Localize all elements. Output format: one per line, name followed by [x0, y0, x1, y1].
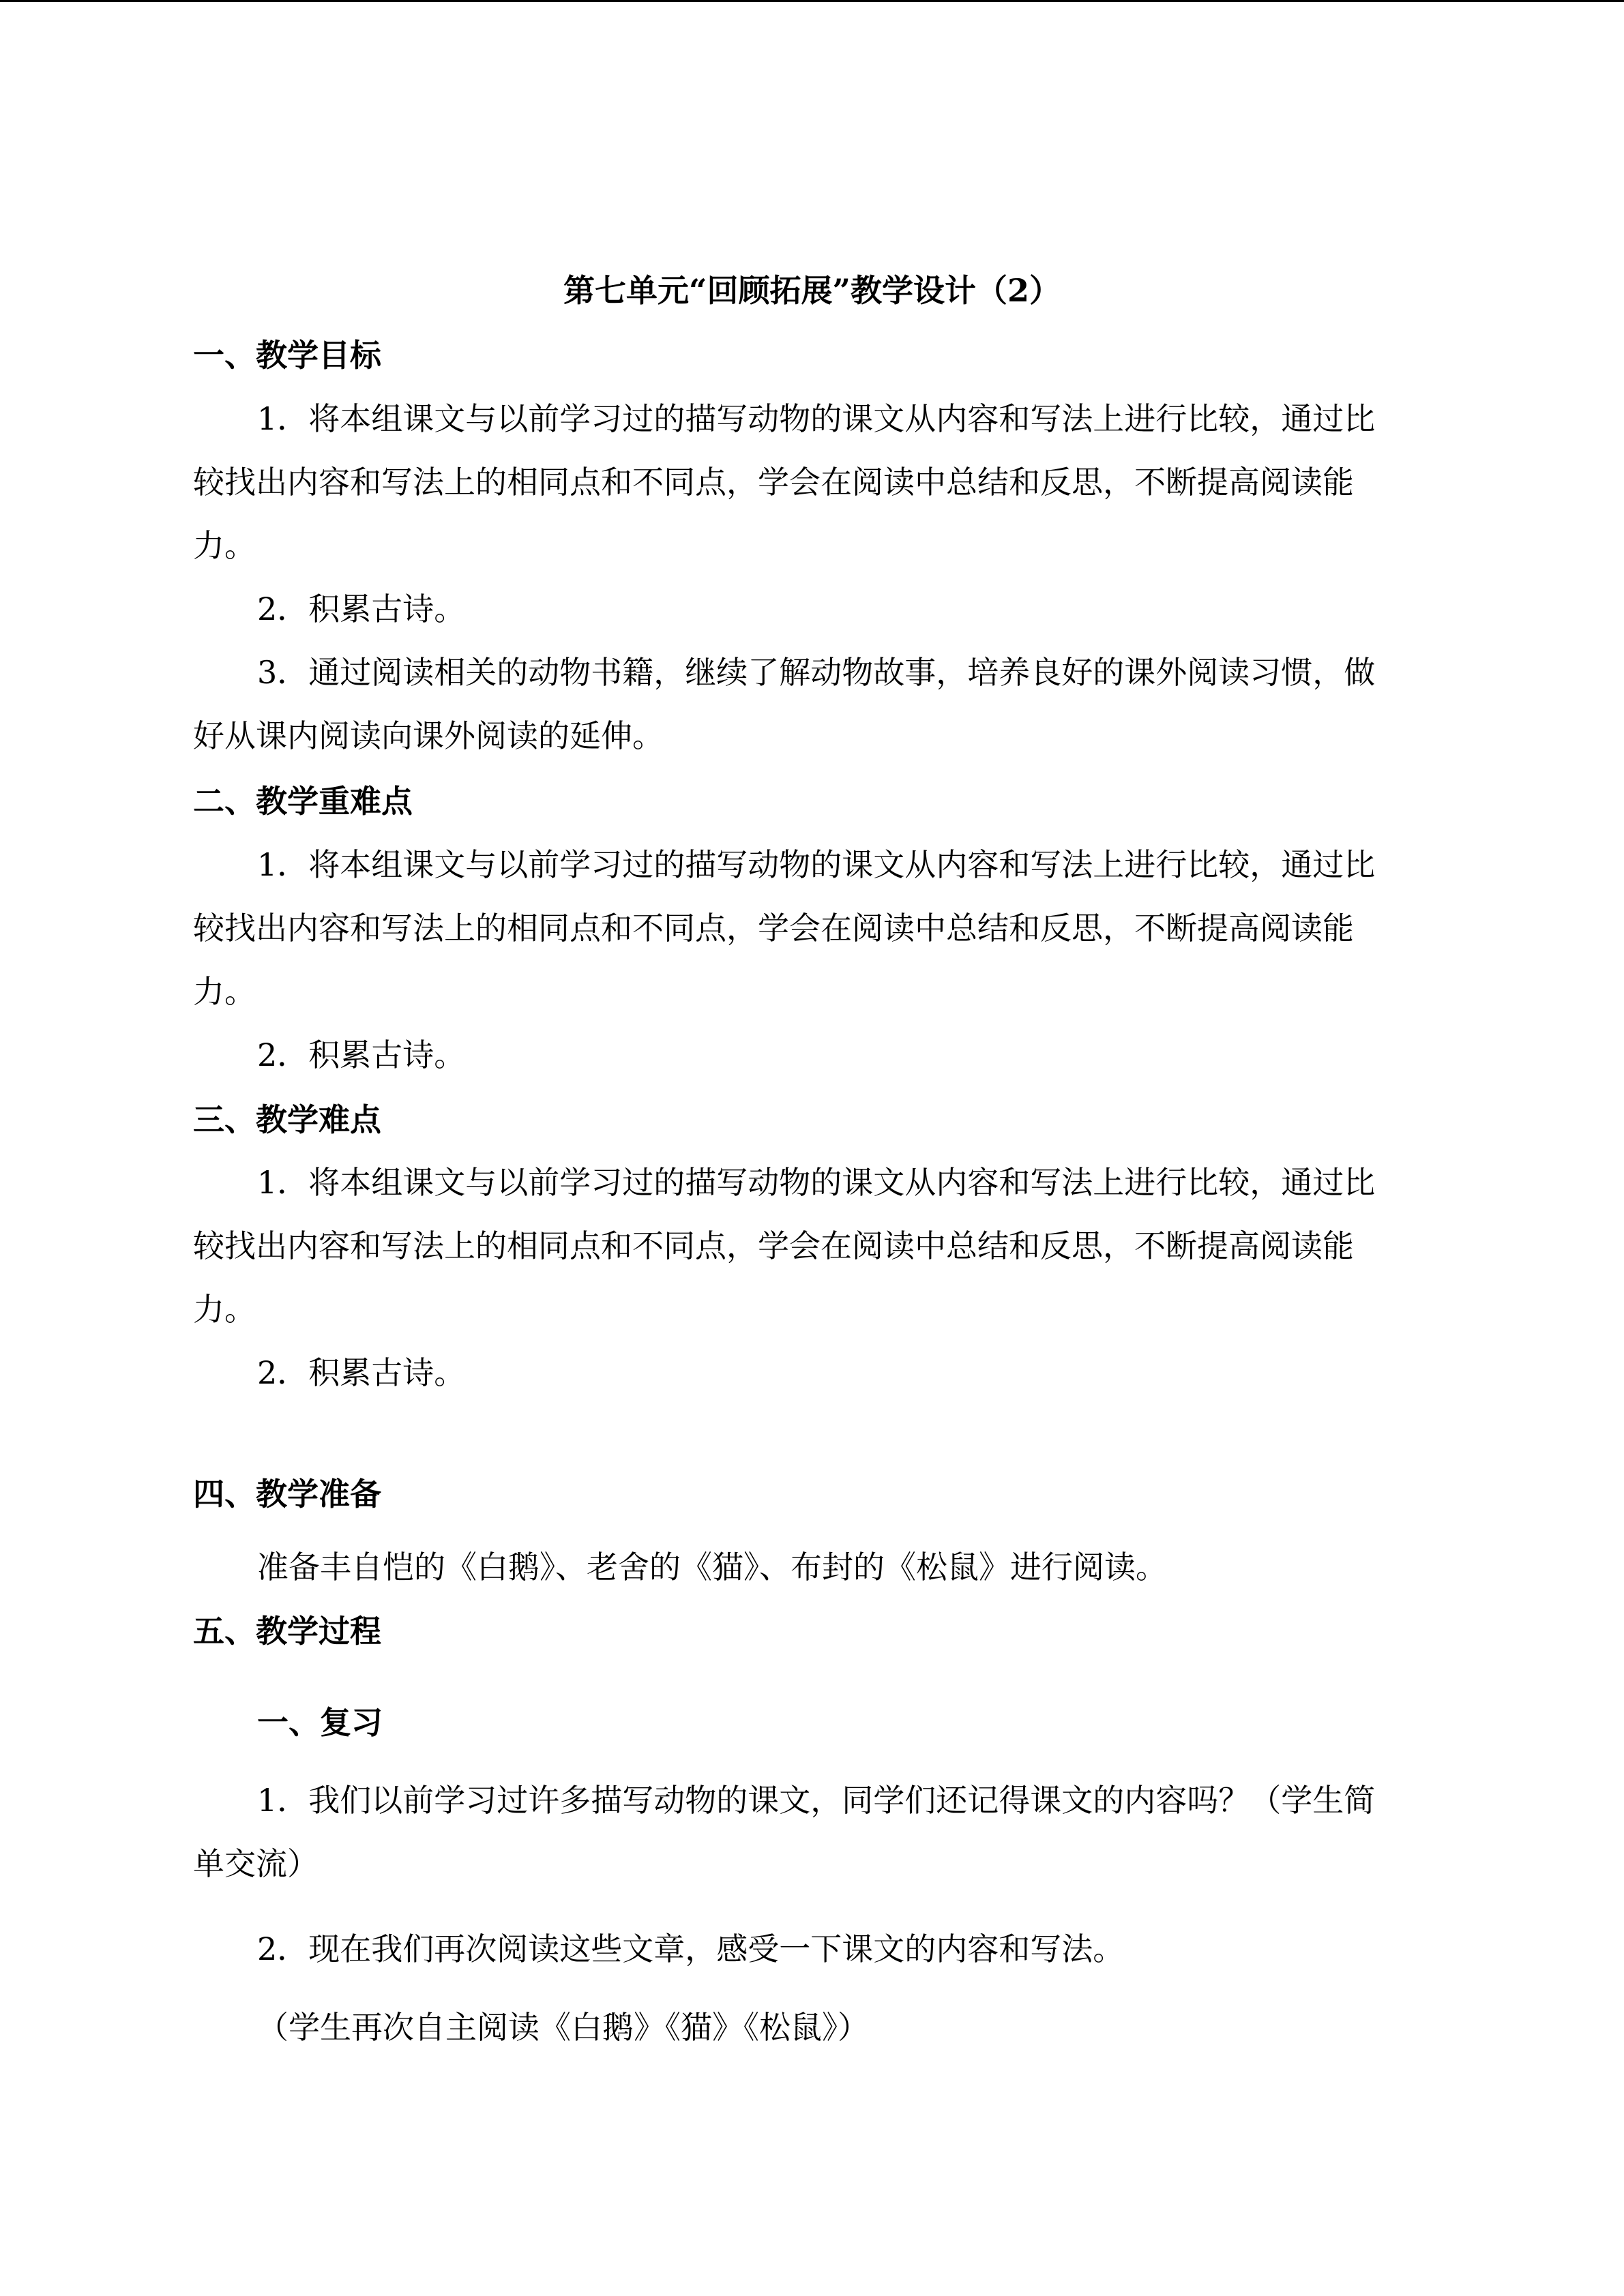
document-title: 第七单元“回顾拓展”教学设计（2）	[563, 272, 1061, 309]
paragraph-line: 好从课内阅读向课外阅读的延伸。	[193, 717, 664, 754]
paragraph-line: 1．将本组课文与以前学习过的描写动物的课文从内容和写法上进行比较，通过比	[257, 1164, 1376, 1201]
section-heading-key-points: 二、教学重难点	[193, 783, 413, 820]
paragraph-line: 1．我们以前学习过许多描写动物的课文，同学们还记得课文的内容吗？（学生简	[257, 1782, 1376, 1819]
section-heading-objectives: 一、教学目标	[193, 337, 381, 374]
paragraph-line: 单交流）	[193, 1845, 319, 1882]
paragraph-line: 力。	[193, 973, 256, 1010]
paragraph-line: 1．将本组课文与以前学习过的描写动物的课文从内容和写法上进行比较，通过比	[257, 846, 1376, 883]
section-heading-preparation: 四、教学准备	[193, 1476, 381, 1512]
paragraph-line: 较找出内容和写法上的相同点和不同点，学会在阅读中总结和反思，不断提高阅读能	[193, 910, 1354, 946]
paragraph-line: 力。	[193, 1291, 256, 1328]
paragraph-line: 1．将本组课文与以前学习过的描写动物的课文从内容和写法上进行比较，通过比	[257, 400, 1376, 437]
paragraph-line: 较找出内容和写法上的相同点和不同点，学会在阅读中总结和反思，不断提高阅读能	[193, 464, 1354, 501]
paragraph-line: 准备丰自恺的《白鹅》、老舍的《猫》、布封的《松鼠》进行阅读。	[257, 1549, 1167, 1585]
subsection-heading-review: 一、复习	[257, 1704, 383, 1741]
paragraph-line: 3．通过阅读相关的动物书籍，继续了解动物故事，培养良好的课外阅读习惯，做	[257, 654, 1376, 691]
paragraph-line: 力。	[193, 527, 256, 564]
paragraph-line: 较找出内容和写法上的相同点和不同点，学会在阅读中总结和反思，不断提高阅读能	[193, 1227, 1354, 1264]
section-heading-difficulties: 三、教学难点	[193, 1101, 381, 1138]
paragraph-line: 2．积累古诗。	[257, 591, 466, 627]
paragraph-line: 2．现在我们再次阅读这些文章，感受一下课文的内容和写法。	[257, 1930, 1125, 1967]
paragraph-line: 2．积累古诗。	[257, 1354, 466, 1391]
section-heading-process: 五、教学过程	[193, 1613, 381, 1650]
paragraph-line: （学生再次自主阅读《白鹅》《猫》《松鼠》）	[257, 2009, 869, 2046]
paragraph-line: 2．积累古诗。	[257, 1037, 466, 1073]
